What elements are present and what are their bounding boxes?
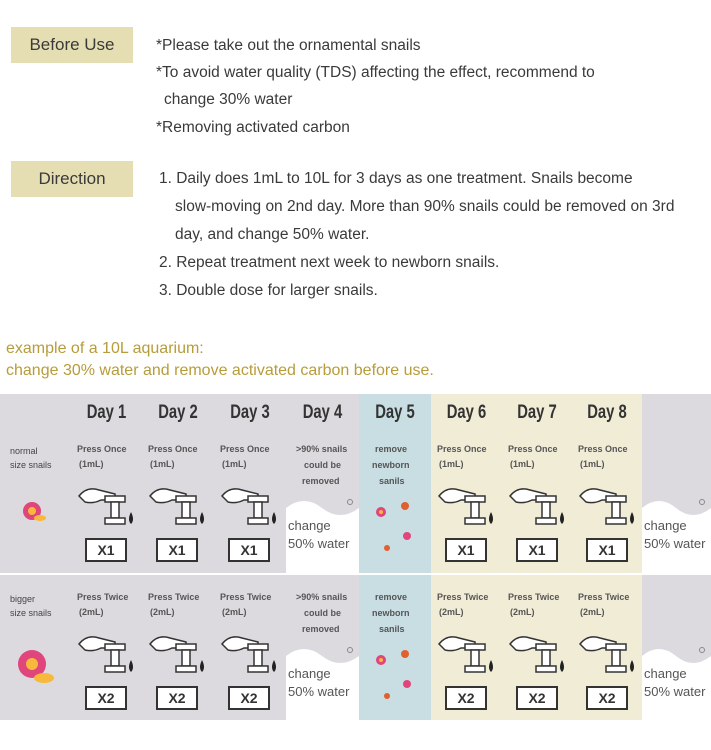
- example-line-1: example of a 10L aquarium:: [6, 340, 204, 357]
- dose-press: Press Twice: [220, 592, 272, 602]
- label-column: [0, 394, 71, 720]
- multiplier-badge: X1: [156, 538, 198, 562]
- cell-row2-col8: [572, 574, 642, 720]
- day-label-5: Day 5: [375, 402, 415, 423]
- day-label-4: Day 4: [302, 402, 343, 423]
- change-water-2: 50% water: [644, 684, 706, 699]
- dose-amount: (1mL): [510, 459, 535, 469]
- dose-amount: (2mL): [510, 607, 535, 617]
- dose-amount: (2mL): [222, 607, 247, 617]
- multiplier-badge: X1: [228, 538, 270, 562]
- newborn-text-1: remove: [375, 444, 408, 454]
- cell-row1-col6: [431, 394, 502, 574]
- dose-press: Press Once: [220, 444, 270, 454]
- dose-amount: (2mL): [580, 607, 605, 617]
- day-label-1: Day 1: [86, 402, 127, 423]
- change-water-2: 50% water: [288, 684, 350, 699]
- dose-amount: (2mL): [439, 607, 464, 617]
- day-label-2: Day 2: [158, 402, 198, 423]
- dose-amount: (1mL): [222, 459, 247, 469]
- cell-row2-col6: [431, 574, 502, 720]
- multiplier-badge: X2: [516, 686, 558, 710]
- multiplier-badge: X2: [228, 686, 270, 710]
- change-water-1: change: [644, 666, 687, 681]
- cell-row2-col7: [502, 574, 572, 720]
- direction-label: Direction: [11, 161, 133, 197]
- multiplier-badge: X1: [445, 538, 487, 562]
- newborn-text-3: sanils: [379, 624, 405, 634]
- direction-line-3: day, and change 50% water.: [175, 226, 370, 243]
- dose-press: Press Once: [508, 444, 558, 454]
- direction-line-2: slow-moving on 2nd day. More than 90% snails could be removed on 3rd: [175, 198, 675, 215]
- snail-large-icon: [12, 646, 56, 686]
- day-label-7: Day 7: [517, 402, 557, 423]
- removed-text-1: >90% snails: [296, 444, 348, 454]
- removed-text-2: could be: [304, 460, 342, 470]
- cell-row2-col2: [142, 574, 214, 720]
- removed-text-1: >90% snails: [296, 592, 348, 602]
- before-use-label: Before Use: [11, 27, 133, 63]
- newborn-text-2: newborn: [372, 608, 410, 618]
- newborn-text-2: newborn: [372, 460, 410, 470]
- dose-amount: (1mL): [79, 459, 104, 469]
- row-label-normal-2: size snails: [10, 460, 52, 470]
- dose-amount: (1mL): [439, 459, 464, 469]
- day-label-3: Day 3: [230, 402, 270, 423]
- cell-row2-col5: [359, 574, 431, 720]
- dose-amount: (2mL): [79, 607, 104, 617]
- before-use-line-3: change 30% water: [164, 91, 293, 108]
- day-label-8: Day 8: [587, 402, 627, 423]
- cell-row1-col2: [142, 394, 214, 574]
- dose-amount: (1mL): [580, 459, 605, 469]
- dose-press: Press Twice: [77, 592, 129, 602]
- multiplier-badge: X1: [516, 538, 558, 562]
- multiplier-badge: X1: [85, 538, 127, 562]
- cell-row2-col4: [286, 574, 359, 720]
- dose-press: Press Twice: [508, 592, 560, 602]
- newborn-text-3: sanils: [379, 476, 405, 486]
- cell-row2-col3: [214, 574, 286, 720]
- baby-snails-icon: [367, 498, 423, 568]
- cell-row1-col3: [214, 394, 286, 574]
- change-water-1: change: [644, 518, 687, 533]
- example-line-2: change 30% water and remove activated carbon before use.: [6, 362, 434, 379]
- dose-press: Press Twice: [148, 592, 200, 602]
- cell-row1-col9: [642, 394, 711, 574]
- water-wave-icon: [286, 494, 359, 574]
- dose-press: Press Once: [437, 444, 487, 454]
- cell-row2-col1: [71, 574, 142, 720]
- removed-text-2: could be: [304, 608, 342, 618]
- change-water-1: change: [288, 666, 331, 681]
- before-use-line-2: *To avoid water quality (TDS) affecting the effect, recommend to: [156, 64, 595, 81]
- direction-line-1: 1. Daily does 1mL to 10L for 3 days as one treatment. Snails become: [159, 170, 633, 187]
- cell-row2-col9: [642, 574, 711, 720]
- row-label-bigger-1: bigger: [10, 594, 36, 604]
- multiplier-badge: X1: [586, 538, 628, 562]
- dose-amount: (1mL): [150, 459, 175, 469]
- before-use-line-4: *Removing activated carbon: [156, 119, 350, 136]
- removed-text-3: removed: [302, 624, 340, 634]
- multiplier-badge: X2: [445, 686, 487, 710]
- row-label-bigger-2: size snails: [10, 608, 52, 618]
- direction-line-5: 3. Double dose for larger snails.: [159, 282, 378, 299]
- water-wave-icon: [642, 494, 711, 574]
- multiplier-badge: X2: [156, 686, 198, 710]
- dose-amount: (2mL): [150, 607, 175, 617]
- change-water-2: 50% water: [288, 536, 350, 551]
- treatment-schedule-table: [0, 394, 711, 720]
- cell-row1-col5: [359, 394, 431, 574]
- direction-line-4: 2. Repeat treatment next week to newborn snails.: [159, 254, 500, 271]
- row-divider: [0, 573, 711, 575]
- dose-press: Press Twice: [578, 592, 630, 602]
- dose-press: Press Once: [77, 444, 127, 454]
- multiplier-badge: X2: [85, 686, 127, 710]
- change-water-1: change: [288, 518, 331, 533]
- dose-press: Press Twice: [437, 592, 489, 602]
- cell-row1-col7: [502, 394, 572, 574]
- cell-row1-col4: [286, 394, 359, 574]
- cell-row1-col8: [572, 394, 642, 574]
- row-label-normal-1: normal: [10, 446, 38, 456]
- before-use-line-1: *Please take out the ornamental snails: [156, 37, 421, 54]
- dose-press: Press Once: [148, 444, 198, 454]
- change-water-2: 50% water: [644, 536, 706, 551]
- day-label-6: Day 6: [446, 402, 487, 423]
- multiplier-badge: X2: [586, 686, 628, 710]
- baby-snails-icon: [367, 646, 423, 716]
- cell-row1-col1: [71, 394, 142, 574]
- newborn-text-1: remove: [375, 592, 408, 602]
- removed-text-3: removed: [302, 476, 340, 486]
- snail-small-icon: [18, 496, 48, 526]
- dose-press: Press Once: [578, 444, 628, 454]
